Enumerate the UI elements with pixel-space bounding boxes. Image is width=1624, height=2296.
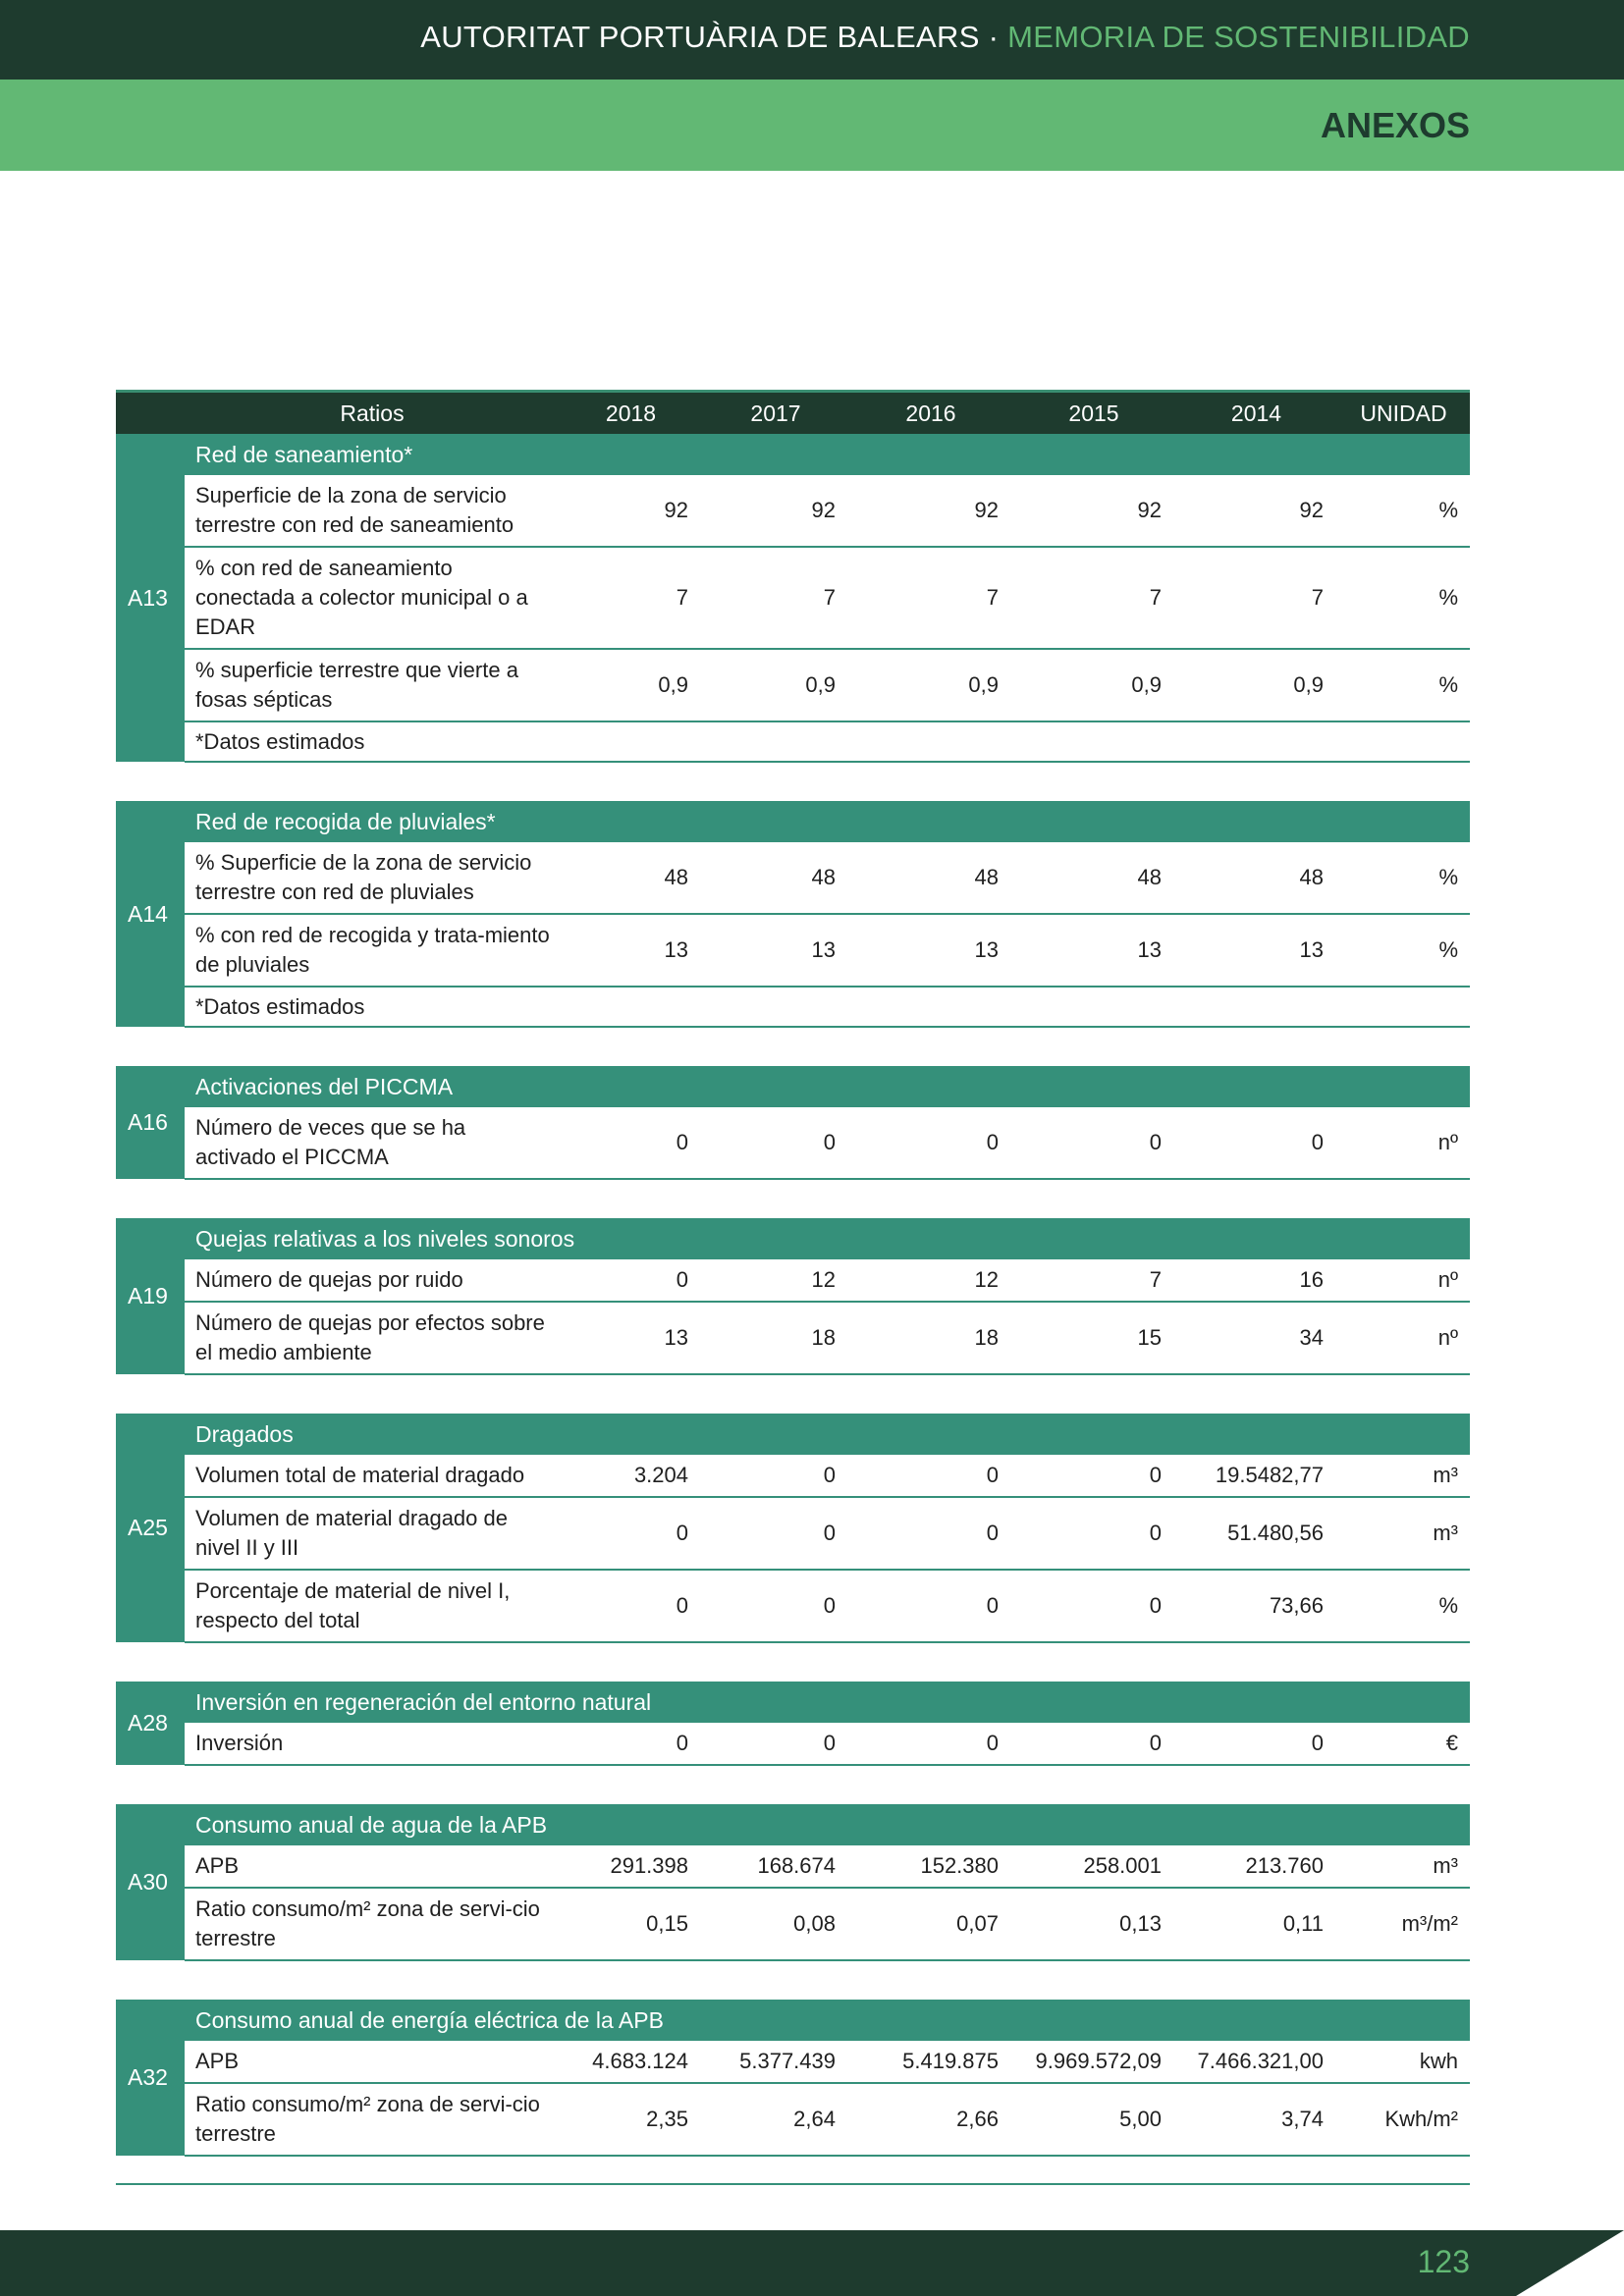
row-label: % con red de saneamiento conectada a colector municipal o a EDAR [185,547,560,649]
value-cell: 5.419.875 [849,2041,1012,2083]
value-cell: 0 [1012,1570,1175,1642]
value-cell: 48 [560,842,702,914]
value-cell: 13 [1012,914,1175,987]
value-cell: 0 [702,1570,849,1642]
note-row [116,721,1470,762]
value-cell: 16 [1175,1259,1337,1302]
header-unit: UNIDAD [1337,392,1470,435]
row-label: Número de quejas por efectos sobre el medio ambiente [185,1302,560,1374]
table-row [116,547,1470,649]
table-row [116,2041,1470,2083]
value-cell: 13 [560,914,702,987]
group-header-row [116,1804,1470,1845]
group-title: Quejas relativas a los niveles sonoros [185,1218,1470,1259]
group-code: A14 [116,801,185,1027]
value-cell: 0 [560,1497,702,1570]
value-cell: 4.683.124 [560,2041,702,2083]
footnote: *Datos estimados [185,987,1470,1027]
value-cell: 0,15 [560,1888,702,1960]
value-cell: 0,13 [1012,1888,1175,1960]
value-cell: 92 [560,475,702,547]
ratios-body [116,434,1470,2156]
section-bar [0,80,1624,171]
value-cell: 48 [1175,842,1337,914]
group-title: Activaciones del PICCMA [185,1066,1470,1107]
value-cell: 213.760 [1175,1845,1337,1888]
row-label: APB [185,1845,560,1888]
value-cell: 2,35 [560,2083,702,2156]
group-code: A28 [116,1682,185,1765]
group-code: A13 [116,434,185,762]
value-cell: 0 [849,1570,1012,1642]
table-row [116,1570,1470,1642]
group-spacer [116,1374,1470,1414]
value-cell: 0,11 [1175,1888,1337,1960]
value-cell: 48 [1012,842,1175,914]
spacer-cell [116,1765,1470,1804]
row-label: APB [185,2041,560,2083]
value-cell: 5,00 [1012,2083,1175,2156]
value-cell: 92 [1012,475,1175,547]
value-cell: 92 [702,475,849,547]
unit-cell: m³ [1337,1845,1470,1888]
table-row [116,649,1470,721]
group-header-row [116,1066,1470,1107]
table-row [116,1497,1470,1570]
spacer-cell [116,762,1470,801]
value-cell: 0,9 [849,649,1012,721]
value-cell: 92 [1175,475,1337,547]
value-cell: 51.480,56 [1175,1497,1337,1570]
value-cell: 48 [849,842,1012,914]
table-header-row [116,392,1470,435]
value-cell: 0 [702,1497,849,1570]
value-cell: 0 [560,1259,702,1302]
value-cell: 0 [1175,1723,1337,1765]
table-row [116,1845,1470,1888]
table-row [116,1888,1470,1960]
title-separator: · [979,20,1008,54]
document-title [420,20,1470,55]
value-cell: 0,07 [849,1888,1012,1960]
page-number: 123 [1417,2244,1470,2279]
value-cell: 0,9 [1012,649,1175,721]
value-cell: 7 [849,547,1012,649]
group-spacer [116,1642,1470,1682]
value-cell: 7.466.321,00 [1175,2041,1337,2083]
group-header-row [116,434,1470,475]
corner-decoration [1516,2230,1624,2296]
row-label: Número de veces que se ha activado el PICCMA [185,1107,560,1179]
value-cell: 0 [1175,1107,1337,1179]
row-label: Ratio consumo/m² zona de servi-cio terrestre [185,1888,560,1960]
value-cell: 0 [1012,1107,1175,1179]
unit-cell: m³/m² [1337,1888,1470,1960]
group-spacer [116,1179,1470,1218]
note-row [116,987,1470,1027]
row-label: % con red de recogida y trata-miento de pluviales [185,914,560,987]
value-cell: 7 [1012,1259,1175,1302]
unit-cell: nº [1337,1259,1470,1302]
unit-cell: € [1337,1723,1470,1765]
report-name: MEMORIA DE SOSTENIBILIDAD [1007,20,1470,54]
group-title: Dragados [185,1414,1470,1455]
value-cell: 3,74 [1175,2083,1337,2156]
row-label: Ratio consumo/m² zona de servi-cio terrestre [185,2083,560,2156]
group-header-row [116,801,1470,842]
value-cell: 5.377.439 [702,2041,849,2083]
header-year: 2014 [1175,392,1337,435]
value-cell: 7 [702,547,849,649]
group-header-row [116,1414,1470,1455]
value-cell: 0,9 [560,649,702,721]
group-spacer [116,1027,1470,1066]
unit-cell: nº [1337,1107,1470,1179]
value-cell: 13 [849,914,1012,987]
value-cell: 2,64 [702,2083,849,2156]
value-cell: 7 [1175,547,1337,649]
unit-cell: kwh [1337,2041,1470,2083]
value-cell: 168.674 [702,1845,849,1888]
row-label: Número de quejas por ruido [185,1259,560,1302]
value-cell: 0 [849,1723,1012,1765]
footnote: *Datos estimados [185,721,1470,762]
group-header-row [116,1218,1470,1259]
table-end-rule [116,2183,1470,2185]
section-title: ANEXOS [1320,105,1470,145]
unit-cell: % [1337,547,1470,649]
header-code-cell [116,392,185,435]
value-cell: 7 [560,547,702,649]
table-row [116,1259,1470,1302]
unit-cell: m³ [1337,1497,1470,1570]
table-row [116,1302,1470,1374]
value-cell: 9.969.572,09 [1012,2041,1175,2083]
document-header-bar [0,0,1624,80]
group-code: A32 [116,2000,185,2156]
spacer-cell [116,1960,1470,2000]
value-cell: 0 [702,1723,849,1765]
spacer-cell [116,1374,1470,1414]
row-label: % Superficie de la zona de servicio terrestre con red de pluviales [185,842,560,914]
group-title: Red de recogida de pluviales* [185,801,1470,842]
value-cell: 18 [702,1302,849,1374]
value-cell: 12 [849,1259,1012,1302]
group-title: Inversión en regeneración del entorno natural [185,1682,1470,1723]
value-cell: 0 [849,1497,1012,1570]
row-label: Volumen de material dragado de nivel II y III [185,1497,560,1570]
value-cell: 19.5482,77 [1175,1455,1337,1497]
spacer-cell [116,1027,1470,1066]
table-row [116,1723,1470,1765]
value-cell: 0,9 [702,649,849,721]
spacer-cell [116,1642,1470,1682]
table-row [116,475,1470,547]
value-cell: 3.204 [560,1455,702,1497]
footer-bar [0,2230,1624,2296]
row-label: Inversión [185,1723,560,1765]
group-title: Consumo anual de energía eléctrica de la APB [185,2000,1470,2041]
value-cell: 92 [849,475,1012,547]
value-cell: 258.001 [1012,1845,1175,1888]
value-cell: 0 [560,1107,702,1179]
header-year: 2018 [560,392,702,435]
unit-cell: % [1337,914,1470,987]
value-cell: 0 [560,1723,702,1765]
value-cell: 0 [849,1107,1012,1179]
group-spacer [116,1960,1470,2000]
unit-cell: % [1337,842,1470,914]
value-cell: 0 [702,1107,849,1179]
group-code: A16 [116,1066,185,1179]
header-ratios: Ratios [185,392,560,435]
value-cell: 13 [702,914,849,987]
value-cell: 48 [702,842,849,914]
value-cell: 7 [1012,547,1175,649]
table-row [116,1107,1470,1179]
value-cell: 0 [702,1455,849,1497]
value-cell: 0 [1012,1497,1175,1570]
unit-cell: nº [1337,1302,1470,1374]
group-code: A25 [116,1414,185,1642]
ratios-table [116,390,1470,2157]
value-cell: 34 [1175,1302,1337,1374]
value-cell: 0 [1012,1723,1175,1765]
group-title: Red de saneamiento* [185,434,1470,475]
group-code: A19 [116,1218,185,1374]
value-cell: 13 [1175,914,1337,987]
value-cell: 18 [849,1302,1012,1374]
value-cell: 291.398 [560,1845,702,1888]
unit-cell: m³ [1337,1455,1470,1497]
row-label: Porcentaje de material de nivel I, respecto del total [185,1570,560,1642]
group-title: Consumo anual de agua de la APB [185,1804,1470,1845]
value-cell: 2,66 [849,2083,1012,2156]
group-spacer [116,762,1470,801]
unit-cell: Kwh/m² [1337,2083,1470,2156]
value-cell: 0 [849,1455,1012,1497]
value-cell: 0 [1012,1455,1175,1497]
header-year: 2017 [702,392,849,435]
table-row [116,842,1470,914]
group-header-row [116,2000,1470,2041]
row-label: Superficie de la zona de servicio terrestre con red de saneamiento [185,475,560,547]
header-year: 2016 [849,392,1012,435]
group-spacer [116,1765,1470,1804]
value-cell: 13 [560,1302,702,1374]
value-cell: 0 [560,1570,702,1642]
value-cell: 0,9 [1175,649,1337,721]
spacer-cell [116,1179,1470,1218]
unit-cell: % [1337,1570,1470,1642]
table-row [116,1455,1470,1497]
row-label: % superficie terrestre que vierte a fosas sépticas [185,649,560,721]
value-cell: 15 [1012,1302,1175,1374]
organization-name: AUTORITAT PORTUÀRIA DE BALEARS [420,20,980,54]
row-label: Volumen total de material dragado [185,1455,560,1497]
group-code: A30 [116,1804,185,1960]
value-cell: 12 [702,1259,849,1302]
unit-cell: % [1337,649,1470,721]
value-cell: 73,66 [1175,1570,1337,1642]
table-row [116,2083,1470,2156]
unit-cell: % [1337,475,1470,547]
header-year: 2015 [1012,392,1175,435]
table-row [116,914,1470,987]
group-header-row [116,1682,1470,1723]
value-cell: 0,08 [702,1888,849,1960]
value-cell: 152.380 [849,1845,1012,1888]
